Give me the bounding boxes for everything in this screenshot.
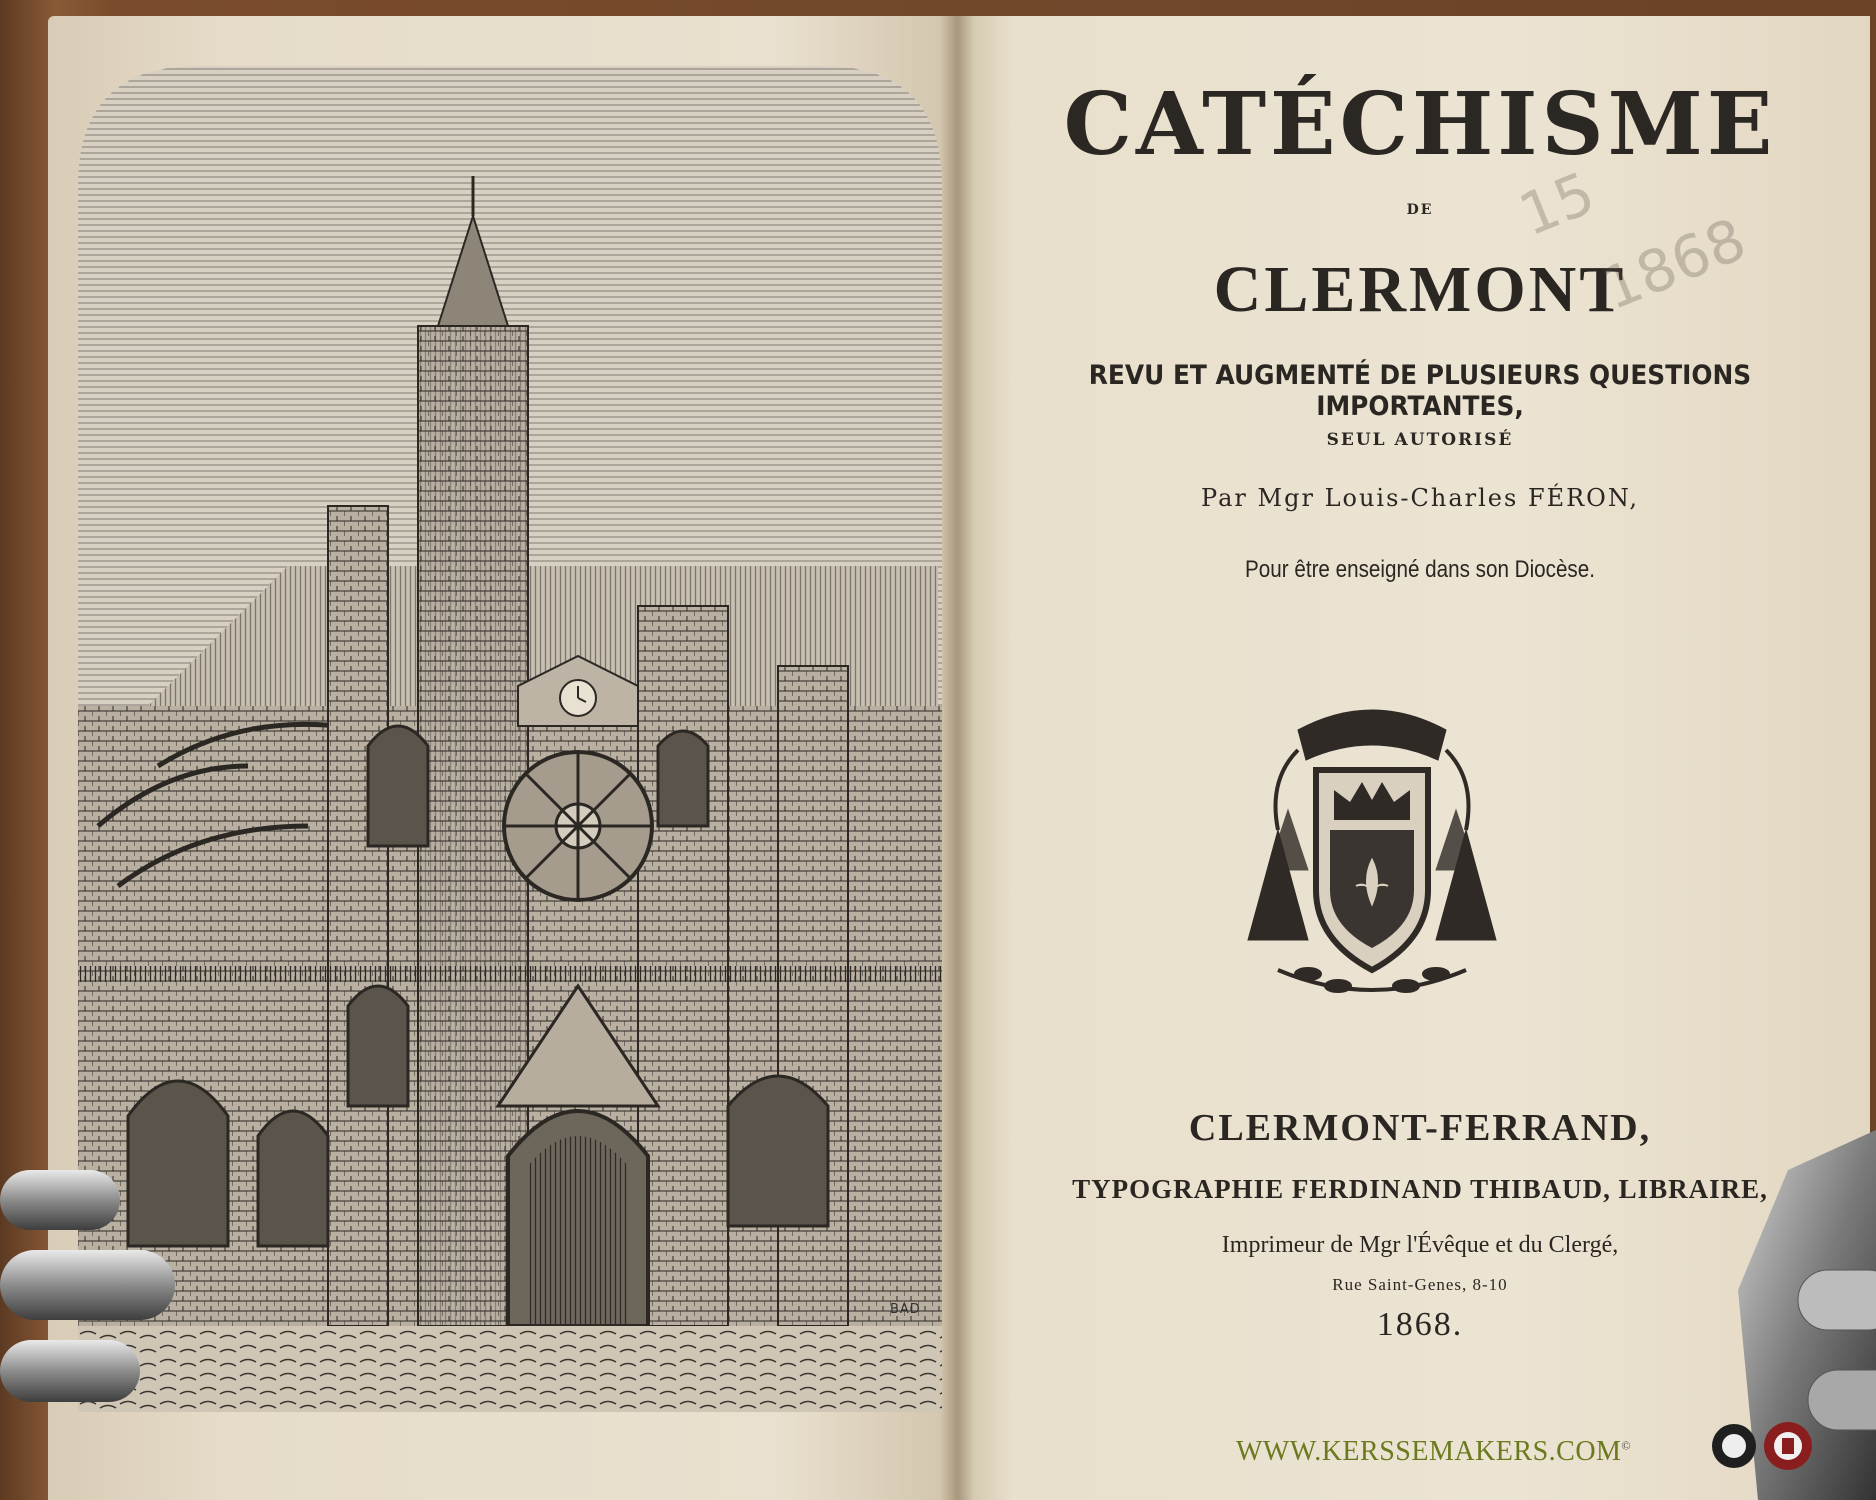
coat-of-arms-icon	[1238, 690, 1506, 1002]
author-line: Par Mgr Louis-Charles FÉRON,	[1201, 484, 1639, 512]
metal-clasp-left	[0, 1160, 200, 1460]
cathedral-engraving	[78, 66, 942, 1412]
subtitle: REVU ET AUGMENTÉ DE PLUSIEURS QUESTIONS IMPORTANTES,	[1088, 360, 1752, 422]
pencil-note: 15	[1509, 158, 1604, 250]
book-title: CATÉCHISME	[1063, 74, 1777, 175]
dealer-logos-icon	[1710, 1416, 1860, 1476]
watermark-text: WWW.KERSSEMAKERS.COM	[1236, 1436, 1622, 1467]
printer-address: Rue Saint-Genes, 8-10	[1332, 1275, 1508, 1294]
printer-name: TYPOGRAPHIE FERDINAND THIBAUD, LIBRAIRE,	[1072, 1174, 1768, 1204]
purpose-line: Pour être enseigné dans son Diocèse.	[1245, 556, 1595, 583]
engraver-signature: BAD	[890, 1302, 921, 1317]
publication-year: 1868.	[1376, 1306, 1464, 1343]
copyright-symbol: ©	[1621, 1438, 1632, 1453]
printer-role: Imprimeur de Mgr l'Évêque et du Clergé,	[1221, 1232, 1619, 1258]
publication-place: CLERMONT-FERRAND,	[1188, 1107, 1652, 1149]
book-gutter	[940, 16, 974, 1500]
watermark	[1236, 1436, 1631, 1468]
title-city: CLERMONT	[1213, 253, 1627, 326]
title-de: DE	[1406, 202, 1434, 218]
authorized-note: SEUL AUTORISÉ	[1326, 430, 1514, 450]
pencil-note: 1868	[1592, 204, 1755, 324]
